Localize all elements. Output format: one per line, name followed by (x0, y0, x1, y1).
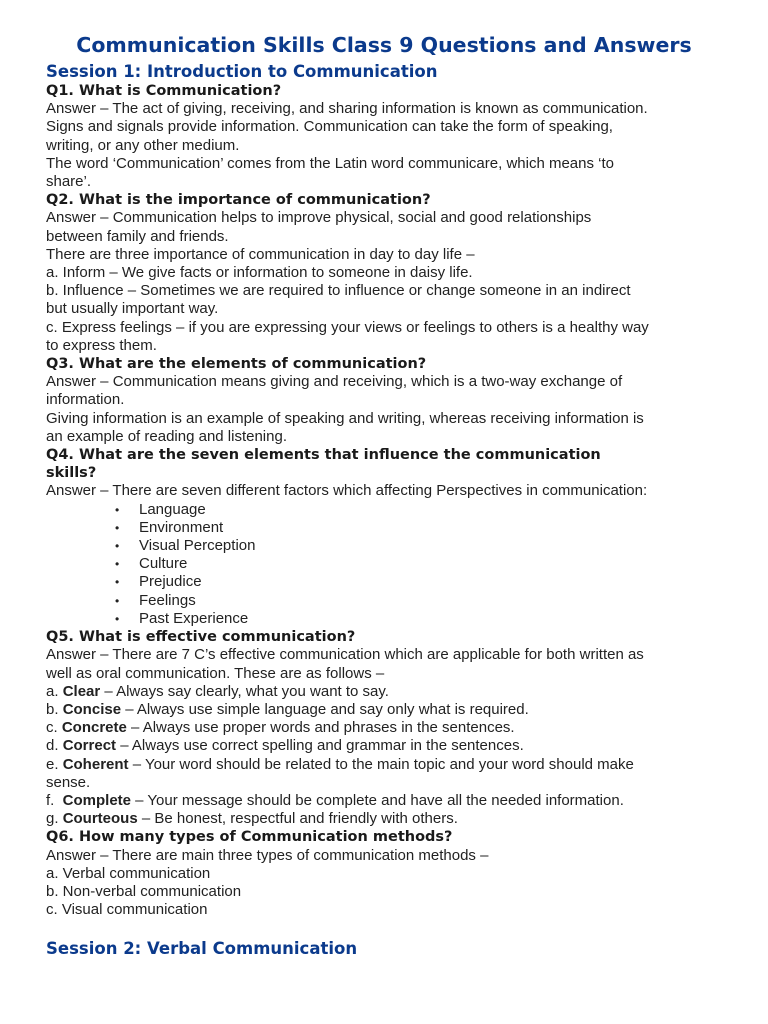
item-text: – Your word should be related to the main topic and your word should make (128, 755, 634, 773)
list-item: • Prejudice (139, 573, 722, 591)
item-term: Courteous (62, 810, 138, 828)
q1-line: share’. (46, 173, 92, 191)
item-text: – Your message should be complete and have all the needed information. (131, 791, 624, 809)
session-2-heading: Session 2: Verbal Communication (46, 939, 358, 959)
q6-line: a. Verbal communication (46, 864, 211, 882)
seven-cs-item (46, 756, 722, 774)
q5-intro: well as oral communication. These are as follows – (46, 664, 385, 682)
item-term: Complete (62, 791, 132, 809)
q2-line: a. Inform – We give facts or information to someone in daisy life. (46, 264, 473, 282)
seven-cs-item (46, 719, 722, 737)
q3-line: Giving information is an example of speaking and writing, whereas receiving information is (46, 409, 644, 427)
list-item: • Language (139, 501, 722, 519)
item-prefix: e. (46, 755, 63, 773)
item-text: – Always use proper words and phrases in the sentences. (126, 719, 515, 737)
q1-heading: Q1. What is Communication? (46, 83, 282, 99)
spacer (46, 919, 722, 939)
q2-line: but usually important way. (46, 300, 219, 318)
q3-line: information. (46, 391, 125, 409)
item-prefix: g. (46, 810, 63, 828)
q1-line: The word ‘Communication’ comes from the Latin word communicare, which means ‘to (46, 154, 615, 172)
seven-cs-item (46, 701, 722, 719)
q6-line: Answer – There are main three types of communication methods – (46, 846, 489, 864)
item-prefix: c. (46, 719, 62, 737)
item-prefix: d. (46, 737, 63, 755)
list-item: • Environment (139, 519, 722, 537)
q6-line: b. Non-verbal communication (46, 882, 242, 900)
seven-cs-item-cont: sense. (46, 773, 91, 791)
q2-line: b. Influence – Sometimes we are required to influence or change someone in an indirect (46, 282, 631, 300)
session-1-heading: Session 1: Introduction to Communication (46, 62, 438, 81)
item-prefix: a. (46, 682, 63, 700)
q2-line: c. Express feelings – if you are expressing your views or feelings to others is a healthy way (46, 318, 649, 336)
item-prefix: f. (46, 791, 63, 809)
q2-line: Answer – Communication helps to improve physical, social and good relationships (46, 209, 592, 227)
q6-heading: Q6. How many types of Communication methods? (46, 829, 453, 846)
q5-intro: Answer – There are 7 C’s effective communication which are applicable for both written as (46, 646, 644, 664)
q5-heading: Q5. What is effective communication? (46, 629, 356, 646)
q3-line: Answer – Communication means giving and receiving, which is a two-way exchange of (46, 373, 623, 391)
seven-cs-item (46, 737, 722, 755)
factors-list (46, 501, 722, 628)
q4-heading: Q4. What are the seven elements that influence the communication (46, 447, 601, 464)
list-item: • Past Experience (139, 610, 722, 628)
q2-line: between family and friends. (46, 227, 229, 245)
item-term: Concrete (61, 719, 127, 737)
q4-intro: Answer – There are seven different factors which affecting Perspectives in communication: (46, 482, 648, 500)
q1-line: writing, or any other medium. (46, 136, 240, 154)
q6-line: c. Visual communication (46, 901, 208, 919)
item-term: Correct (62, 737, 117, 755)
q1-line: Signs and signals provide information. Communication can take the form of speaking, (46, 118, 613, 136)
q3-line: an example of reading and listening. (46, 427, 287, 445)
item-text: – Always use simple language and say only what is required. (121, 700, 529, 718)
q1-line: Answer – The act of giving, receiving, and sharing information is known as communication. (46, 100, 648, 118)
list-item: • Visual Perception (139, 537, 722, 555)
seven-cs-item (46, 810, 722, 828)
item-term: Clear (62, 682, 101, 700)
item-prefix: b. (46, 700, 63, 718)
list-item: • Culture (139, 555, 722, 573)
list-item: • Feelings (139, 592, 722, 610)
q2-heading: Q2. What is the importance of communication? (46, 192, 431, 209)
page-title: Communication Skills Class 9 Questions and Answers (76, 33, 692, 57)
item-text: – Be honest, respectful and friendly with others. (137, 810, 458, 828)
q3-heading: Q3. What are the elements of communication? (46, 356, 427, 373)
item-term: Coherent (62, 755, 129, 773)
item-text: – Always say clearly, what you want to say. (100, 682, 389, 700)
q2-line: to express them. (46, 336, 157, 354)
q4-heading-cont: skills? (46, 465, 97, 482)
item-term: Concise (62, 700, 122, 718)
q2-line: There are three importance of communication in day to day life – (46, 245, 475, 263)
item-text: – Always use correct spelling and grammar in the sentences. (116, 737, 524, 755)
seven-cs-item (46, 792, 722, 810)
seven-cs-item (46, 683, 722, 701)
